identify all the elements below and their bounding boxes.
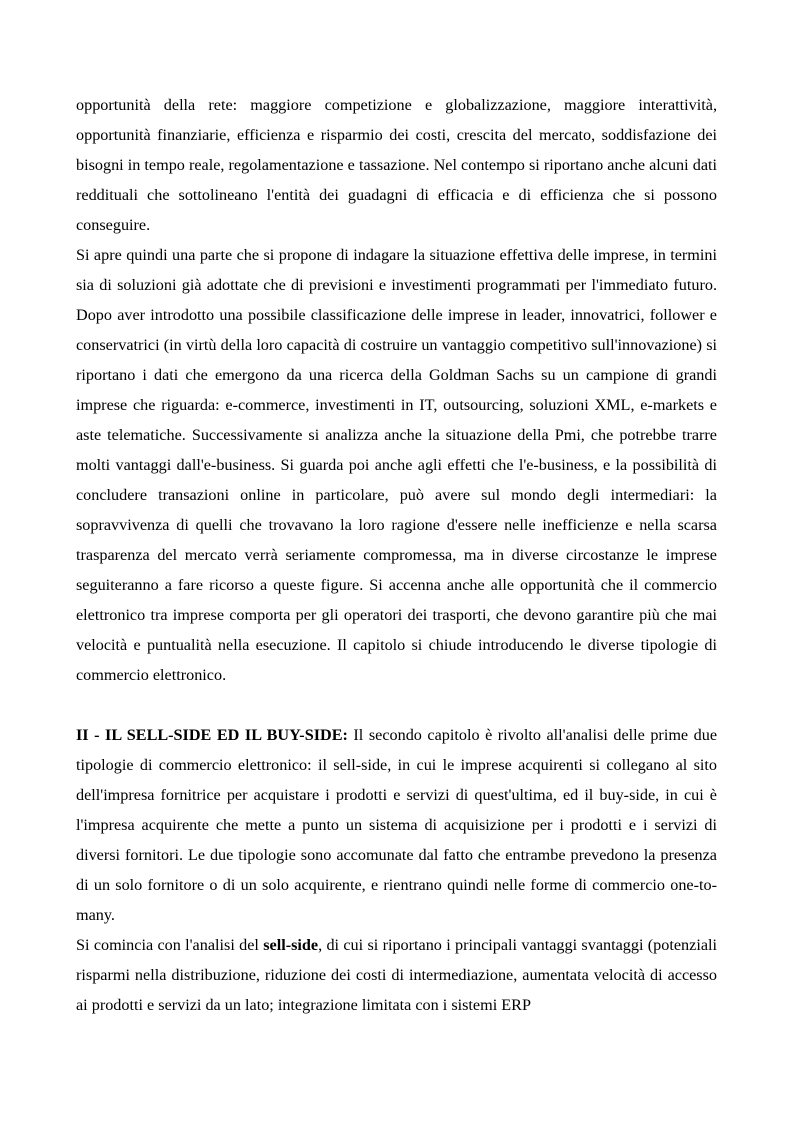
section-intro-text: Il secondo capitolo è rivolto all'analisi delle prime due tipologie di commercio elettronico: il sell-side, in cui le imprese acquirenti si collegano al sito dell'impresa fornitrice per acquistare i prodotti e servizi di quest'ultima, ed il buy-side, in cui è l'impresa acquirente che mette a punto un sistema di acquisizione per i prodotti e i servizi di diversi fornitori. Le due tipologie sono accomunate dal fatto che entrambe prevedono la presenza di un solo fornitore o di un solo acquirente, e rientrano quindi nelle forme di commercio one-to-many. xyxy=(76,726,717,924)
section-heading: II - IL SELL-SIDE ED IL BUY-SIDE: xyxy=(76,726,348,744)
sell-side-term: sell-side xyxy=(263,936,319,954)
sell-side-lead-text: Si comincia con l'analisi del xyxy=(76,936,264,954)
paragraph-enterprise-situation: Si apre quindi una parte che si propone di indagare la situazione effettiva delle imprese, in termini sia di soluzioni già adottate che di previsioni e investimenti programmati per l'immediato futuro. Dopo aver introdotto una possibile classificazione delle imprese in leader, innovatrici, follower e conservatrici (in virtù della loro capacità di costruire un vantaggio competitivo sull'innovazione) si riportano i dati che emergono da una ricerca della Goldman Sachs su un campione di grandi imprese che riguarda: e-commerce, investimenti in IT, outsourcing, soluzioni XML, e-markets e aste telematiche. Successivamente si analizza anche la situazione della Pmi, che potrebbe trarre molti vantaggi dall'e-business. Si guarda poi anche agli effetti che l'e-business, e la possibilità di concludere transazioni online in particolare, può avere sul mondo degli intermediari: la sopravvivenza di quelli che trovavano la loro ragione d'essere nelle inefficienze e nella scarsa trasparenza del mercato verrà seriamente compromessa, ma in diverse circostanze le imprese seguiteranno a fare ricorso a queste figure. Si accenna anche alle opportunità che il commercio elettronico tra imprese comporta per gli operatori dei trasporti, che devono garantire più che mai velocità e puntualità nella esecuzione. Il capitolo si chiude introducendo le diverse tipologie di commercio elettronico. xyxy=(76,246,717,684)
sell-side-rest-text: , di cui si riportano i principali vantaggi svantaggi (potenziali risparmi nella distribuzione, riduzione dei costi di intermediazione, aumentata velocità di accesso ai prodotti e servizi da un lato; integrazione limitata con i sistemi ERP xyxy=(76,936,717,1014)
body-text xyxy=(76,90,717,1020)
paragraph-sell-side-buy-side xyxy=(76,720,717,930)
paragraph-sell-side-analysis xyxy=(76,930,717,1020)
paragraph-network-opportunities: opportunità della rete: maggiore competizione e globalizzazione, maggiore interattività, opportunità finanziarie, efficienza e risparmio dei costi, crescita del mercato, soddisfazione dei bisogni in tempo reale, regolamentazione e tassazione. Nel contempo si riportano anche alcuni dati reddituali che sottolineano l'entità dei guadagni di efficacia e di efficienza che si possono conseguire. xyxy=(76,96,717,234)
